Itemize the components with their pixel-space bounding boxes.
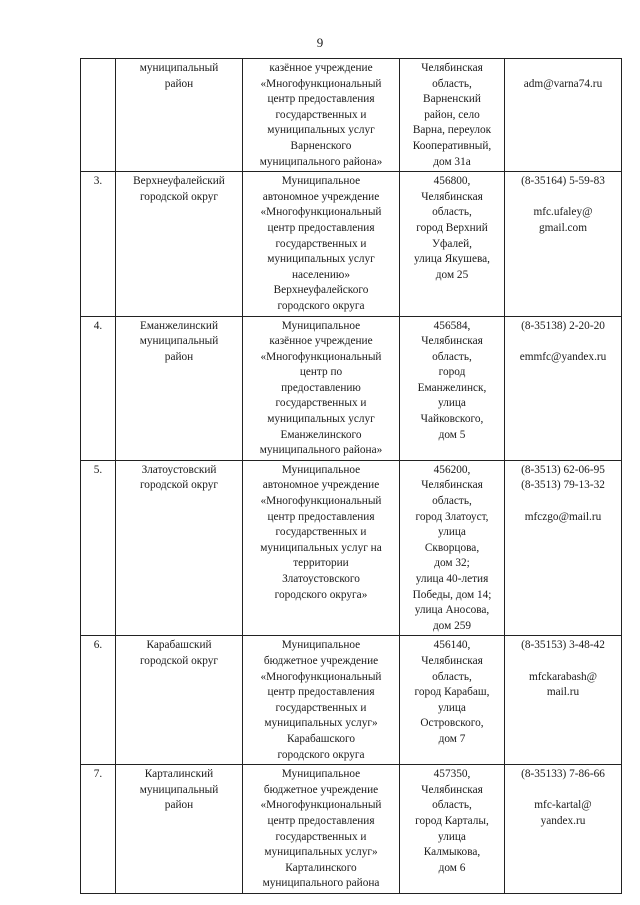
organization-cell-line: предоставлению: [281, 381, 361, 394]
municipality-cell-line: муниципальный: [139, 335, 219, 348]
organization-cell-line: центр предоставления: [267, 510, 375, 523]
address-cell-line: дом 5: [438, 428, 466, 441]
row-number: [81, 316, 116, 460]
page-number: 9: [316, 35, 324, 50]
row-number-text: 7.: [93, 768, 103, 781]
row-number-text: 6.: [93, 639, 103, 652]
municipality-cell-line: Верхнеуфалейский: [133, 175, 225, 188]
address-cell: [400, 172, 505, 316]
row-number-text: 5.: [93, 463, 103, 476]
table-row: [81, 172, 622, 316]
contact-cell-line: [507, 334, 619, 350]
row-number: [81, 636, 116, 765]
municipality-cell: [116, 59, 243, 172]
organization-cell-line: государственных и: [275, 526, 367, 539]
contact-cell-line: adm@varna74.ru: [523, 77, 603, 90]
contact-cell-line: [507, 190, 619, 206]
contact-cell: [505, 460, 622, 636]
address-cell-line: Скворцова,: [424, 541, 480, 554]
address-cell: [400, 59, 505, 172]
address-cell-line: город Златоуст,: [415, 510, 489, 523]
address-cell-line: 457350,: [433, 768, 471, 781]
contact-cell-line: [507, 654, 619, 670]
municipality-cell: [116, 172, 243, 316]
organization-cell-line: муниципального района: [262, 877, 380, 890]
organization-cell: [243, 636, 400, 765]
organization-cell: [243, 316, 400, 460]
address-cell-line: дом 32;: [434, 557, 470, 570]
address-cell-line: город: [438, 366, 466, 379]
contact-cell: [505, 636, 622, 765]
address-cell: [400, 765, 505, 894]
organization-cell-line: Карталинского: [285, 861, 357, 874]
municipality-cell-line: городской округ: [139, 479, 219, 492]
municipality-cell: [116, 636, 243, 765]
address-cell-line: улица: [438, 526, 466, 539]
organization-cell-line: муниципальных услуг на: [260, 541, 382, 554]
organization-cell-line: «Многофункциональный: [260, 206, 382, 219]
organization-cell-line: «Многофункциональный: [260, 495, 382, 508]
organization-cell-line: Варненского: [290, 139, 352, 152]
contact-cell-line: (8-3513) 79-13-32: [521, 479, 605, 492]
municipality-cell-line: район: [164, 799, 194, 812]
contact-cell: [505, 765, 622, 894]
organization-cell-line: территории: [293, 557, 349, 570]
address-cell-line: город Верхний: [416, 221, 488, 234]
organization-cell-line: казённое учреждение: [269, 335, 373, 348]
address-cell-line: Челябинская: [421, 783, 483, 796]
organization-cell-line: «Многофункциональный: [260, 670, 382, 683]
mfc-registry-table: [80, 58, 622, 894]
organization-cell-line: центр предоставления: [267, 814, 375, 827]
organization-cell-line: государственных и: [275, 701, 367, 714]
organization-cell-line: муниципальных услуг»: [264, 846, 378, 859]
address-cell: [400, 316, 505, 460]
contact-cell-line: (8-35138) 2-20-20: [521, 319, 605, 332]
address-cell-line: улица: [438, 830, 466, 843]
municipality-cell-line: Златоустовский: [141, 463, 217, 476]
address-cell-line: область,: [432, 670, 472, 683]
organization-cell-line: «Многофункциональный: [260, 350, 382, 363]
organization-cell-line: городского округа: [277, 748, 365, 761]
address-cell-line: Челябинская: [421, 335, 483, 348]
contact-cell: [505, 59, 622, 172]
address-cell-line: 456200,: [433, 463, 471, 476]
address-cell-line: улица: [438, 397, 466, 410]
organization-cell: [243, 765, 400, 894]
address-cell-line: Победы, дом 14;: [412, 588, 492, 601]
contact-cell-line: mfc-kartal@: [534, 799, 592, 812]
address-cell-line: город Карталы,: [415, 814, 489, 827]
contact-cell-line: mail.ru: [546, 686, 580, 699]
organization-cell-line: Карабашского: [286, 732, 356, 745]
contact-cell-line: yandex.ru: [540, 814, 586, 827]
address-cell-line: улица Якушева,: [414, 253, 490, 266]
municipality-cell-line: район: [164, 350, 194, 363]
organization-cell-line: Еманжелинского: [280, 428, 362, 441]
municipality-cell: [116, 765, 243, 894]
address-cell-line: область,: [432, 77, 472, 90]
row-number-text: 3.: [93, 175, 103, 188]
contact-cell-line: (8-35133) 7-86-66: [521, 768, 605, 781]
row-number-text: 4.: [93, 319, 103, 332]
organization-cell-line: Муниципальное: [281, 463, 361, 476]
contact-cell-line: [507, 783, 619, 799]
organization-cell-line: муниципального района»: [259, 444, 383, 457]
address-cell: [400, 636, 505, 765]
municipality-cell-line: городской округ: [139, 654, 219, 667]
address-cell-line: 456800,: [433, 175, 471, 188]
address-cell-line: Варненский: [423, 93, 481, 106]
organization-cell-line: бюджетное учреждение: [263, 783, 379, 796]
organization-cell: [243, 460, 400, 636]
address-cell-line: дом 259: [432, 619, 472, 632]
organization-cell: [243, 172, 400, 316]
contact-cell: [505, 172, 622, 316]
table-row: [81, 59, 622, 172]
address-cell-line: Кооперативный,: [412, 139, 492, 152]
address-cell-line: район, село: [424, 108, 480, 121]
organization-cell-line: Златоустовского: [282, 573, 360, 585]
municipality-cell-line: муниципальный: [139, 62, 219, 74]
table-row: [81, 636, 622, 765]
address-cell-line: Челябинская: [421, 190, 483, 203]
address-cell-line: дом 6: [438, 861, 466, 874]
organization-cell-line: бюджетное учреждение: [263, 654, 379, 667]
address-cell-line: область,: [432, 495, 472, 508]
contact-cell-line: (8-3513) 62-06-95: [521, 463, 605, 476]
contact-cell: [505, 316, 622, 460]
address-cell-line: Чайковского,: [420, 413, 484, 426]
municipality-cell-line: Карабашский: [146, 639, 212, 652]
organization-cell-line: центр предоставления: [267, 686, 375, 699]
municipality-cell: [116, 460, 243, 636]
address-cell-line: улица Аносова,: [414, 604, 490, 617]
address-cell-line: улица 40-летия: [415, 573, 489, 585]
organization-cell-line: городского округа: [277, 299, 365, 312]
address-cell-line: 456140,: [433, 639, 471, 652]
contact-cell-line: (8-35153) 3-48-42: [521, 639, 605, 652]
address-cell-line: дом 7: [438, 732, 466, 745]
address-cell-line: Варна, переулок: [412, 124, 492, 137]
table-row: [81, 316, 622, 460]
organization-cell-line: автономное учреждение: [262, 190, 380, 203]
organization-cell-line: «Многофункциональный: [260, 799, 382, 812]
table-row: [81, 765, 622, 894]
row-number: [81, 460, 116, 636]
row-number: [81, 59, 116, 172]
address-cell-line: Еманжелинск,: [417, 381, 487, 394]
organization-cell-line: муниципальных услуг»: [264, 717, 378, 730]
organization-cell-line: государственных и: [275, 397, 367, 410]
contact-cell-line: mfczgo@mail.ru: [524, 510, 602, 523]
organization-cell-line: государственных и: [275, 830, 367, 843]
contact-cell-line: [507, 61, 619, 77]
address-cell-line: Челябинская: [421, 479, 483, 492]
row-number: [81, 172, 116, 316]
contact-cell-line: [507, 494, 619, 510]
address-cell-line: Челябинская: [421, 654, 483, 667]
address-cell-line: Уфалей,: [432, 237, 472, 250]
municipality-cell-line: Карталинский: [144, 768, 214, 781]
address-cell-line: дом 31а: [433, 155, 471, 168]
address-cell-line: Калмыкова,: [423, 846, 481, 859]
municipality-cell-line: Еманжелинский: [139, 319, 219, 332]
contact-cell-line: mfckarabash@: [528, 670, 598, 683]
organization-cell-line: Муниципальное: [281, 639, 361, 652]
organization-cell-line: муниципального района»: [259, 155, 383, 168]
organization-cell-line: государственных и: [275, 108, 367, 121]
address-cell-line: Островского,: [420, 717, 484, 730]
municipality-cell-line: муниципальный: [139, 783, 219, 796]
organization-cell-line: казённое учреждение: [269, 62, 373, 74]
organization-cell-line: центр предоставления: [267, 221, 375, 234]
organization-cell-line: муниципальных услуг: [267, 413, 375, 426]
organization-cell-line: Муниципальное: [281, 175, 361, 188]
contact-cell-line: mfc.ufaley@: [533, 206, 593, 219]
address-cell-line: 456584,: [433, 319, 471, 332]
row-number: [81, 765, 116, 894]
organization-cell-line: центр предоставления: [267, 93, 375, 106]
address-cell-line: область,: [432, 206, 472, 219]
address-cell-line: область,: [432, 350, 472, 363]
address-cell: [400, 460, 505, 636]
address-cell-line: улица: [438, 701, 466, 714]
registry-body: [81, 59, 622, 894]
contact-cell-line: (8-35164) 5-59-83: [521, 175, 605, 188]
contact-cell-line: gmail.com: [538, 221, 587, 234]
organization-cell-line: «Многофункциональный: [260, 77, 382, 90]
organization-cell-line: городского округа»: [274, 588, 368, 601]
organization-cell-line: государственных и: [275, 237, 367, 250]
organization-cell-line: автономное учреждение: [262, 479, 380, 492]
address-cell-line: дом 25: [435, 268, 469, 281]
organization-cell-line: Муниципальное: [281, 319, 361, 332]
organization-cell-line: центр по: [299, 366, 343, 379]
municipality-cell: [116, 316, 243, 460]
address-cell-line: область,: [432, 799, 472, 812]
address-cell-line: город Карабаш,: [414, 686, 490, 699]
organization-cell-line: населению»: [291, 268, 351, 281]
municipality-cell-line: район: [164, 77, 194, 90]
organization-cell-line: муниципальных услуг: [267, 124, 375, 137]
organization-cell-line: Муниципальное: [281, 768, 361, 781]
organization-cell: [243, 59, 400, 172]
contact-cell-line: emmfc@yandex.ru: [519, 350, 607, 363]
table-row: [81, 460, 622, 636]
organization-cell-line: муниципальных услуг: [267, 253, 375, 266]
organization-cell-line: Верхнеуфалейского: [273, 284, 369, 297]
municipality-cell-line: городской округ: [139, 190, 219, 203]
address-cell-line: Челябинская: [421, 62, 483, 74]
